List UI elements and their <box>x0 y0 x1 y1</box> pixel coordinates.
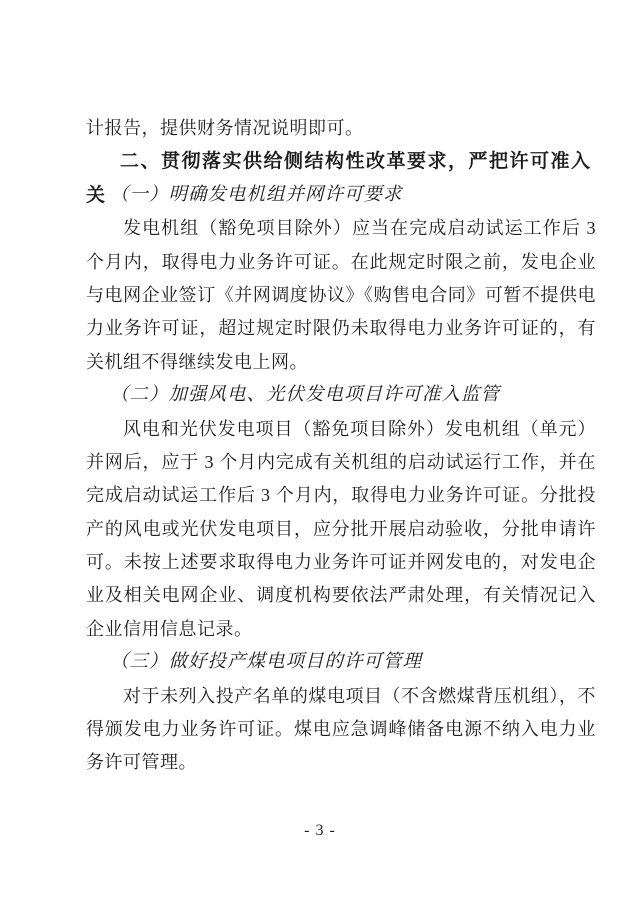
paragraph-line: 可。未按上述要求取得电力业务许可证并网发电的，对发电企 <box>86 552 596 573</box>
document-body <box>86 112 596 780</box>
paragraph-line: 企业信用信息记录。 <box>86 618 253 639</box>
paragraph-line: 个月内，取得电力业务许可证。在此规定时限之前，发电企业 <box>86 251 596 272</box>
paragraph-line: 计报告，提供财务情况说明即可。 <box>86 118 364 138</box>
paragraph-line: 发电机组（豁免项目除外）应当在完成启动试运工作后 3 <box>123 218 596 239</box>
paragraph-line: 对于未列入投产名单的煤电项目（不含燃煤背压机组），不 <box>123 685 596 706</box>
subsection-heading-3: （三）做好投产煤电项目的许可管理 <box>110 652 423 673</box>
paragraph-line: 力业务许可证，超过规定时限仍未取得电力业务许可证的，有 <box>86 318 596 339</box>
section-heading: 二、贯彻落实供给侧结构性改革要求，严把许可准入关 <box>86 151 592 206</box>
subsection-heading-2: （二）加强风电、光伏发电项目许可准入监管 <box>110 385 501 406</box>
paragraph-line: 风电和光伏发电项目（豁免项目除外）发电机组（单元） <box>123 418 596 439</box>
paragraph-line: 与电网企业签订《并网调度协议》《购售电合同》可暂不提供电 <box>86 284 596 305</box>
paragraph-line: 关机组不得继续发电上网。 <box>86 351 308 372</box>
page-number: - 3 - <box>304 822 336 839</box>
subsection-heading-1: （一）明确发电机组并网许可要求 <box>110 184 403 205</box>
paragraph-line: 产的风电或光伏发电项目，应分批开展启动验收，分批申请许 <box>86 518 596 539</box>
paragraph-line: 得颁发电力业务许可证。煤电应急调峰储备电源不纳入电力业 <box>86 719 596 740</box>
paragraph-line: 完成启动试运工作后 3 个月内，取得电力业务许可证。分批投 <box>86 485 596 506</box>
paragraph-line: 并网后，应于 3 个月内完成有关机组的启动试运行工作，并在 <box>86 451 596 472</box>
paragraph-line: 务许可管理。 <box>86 752 197 773</box>
paragraph-line: 业及相关电网企业、调度机构要依法严肃处理，有关情况记入 <box>86 585 596 606</box>
